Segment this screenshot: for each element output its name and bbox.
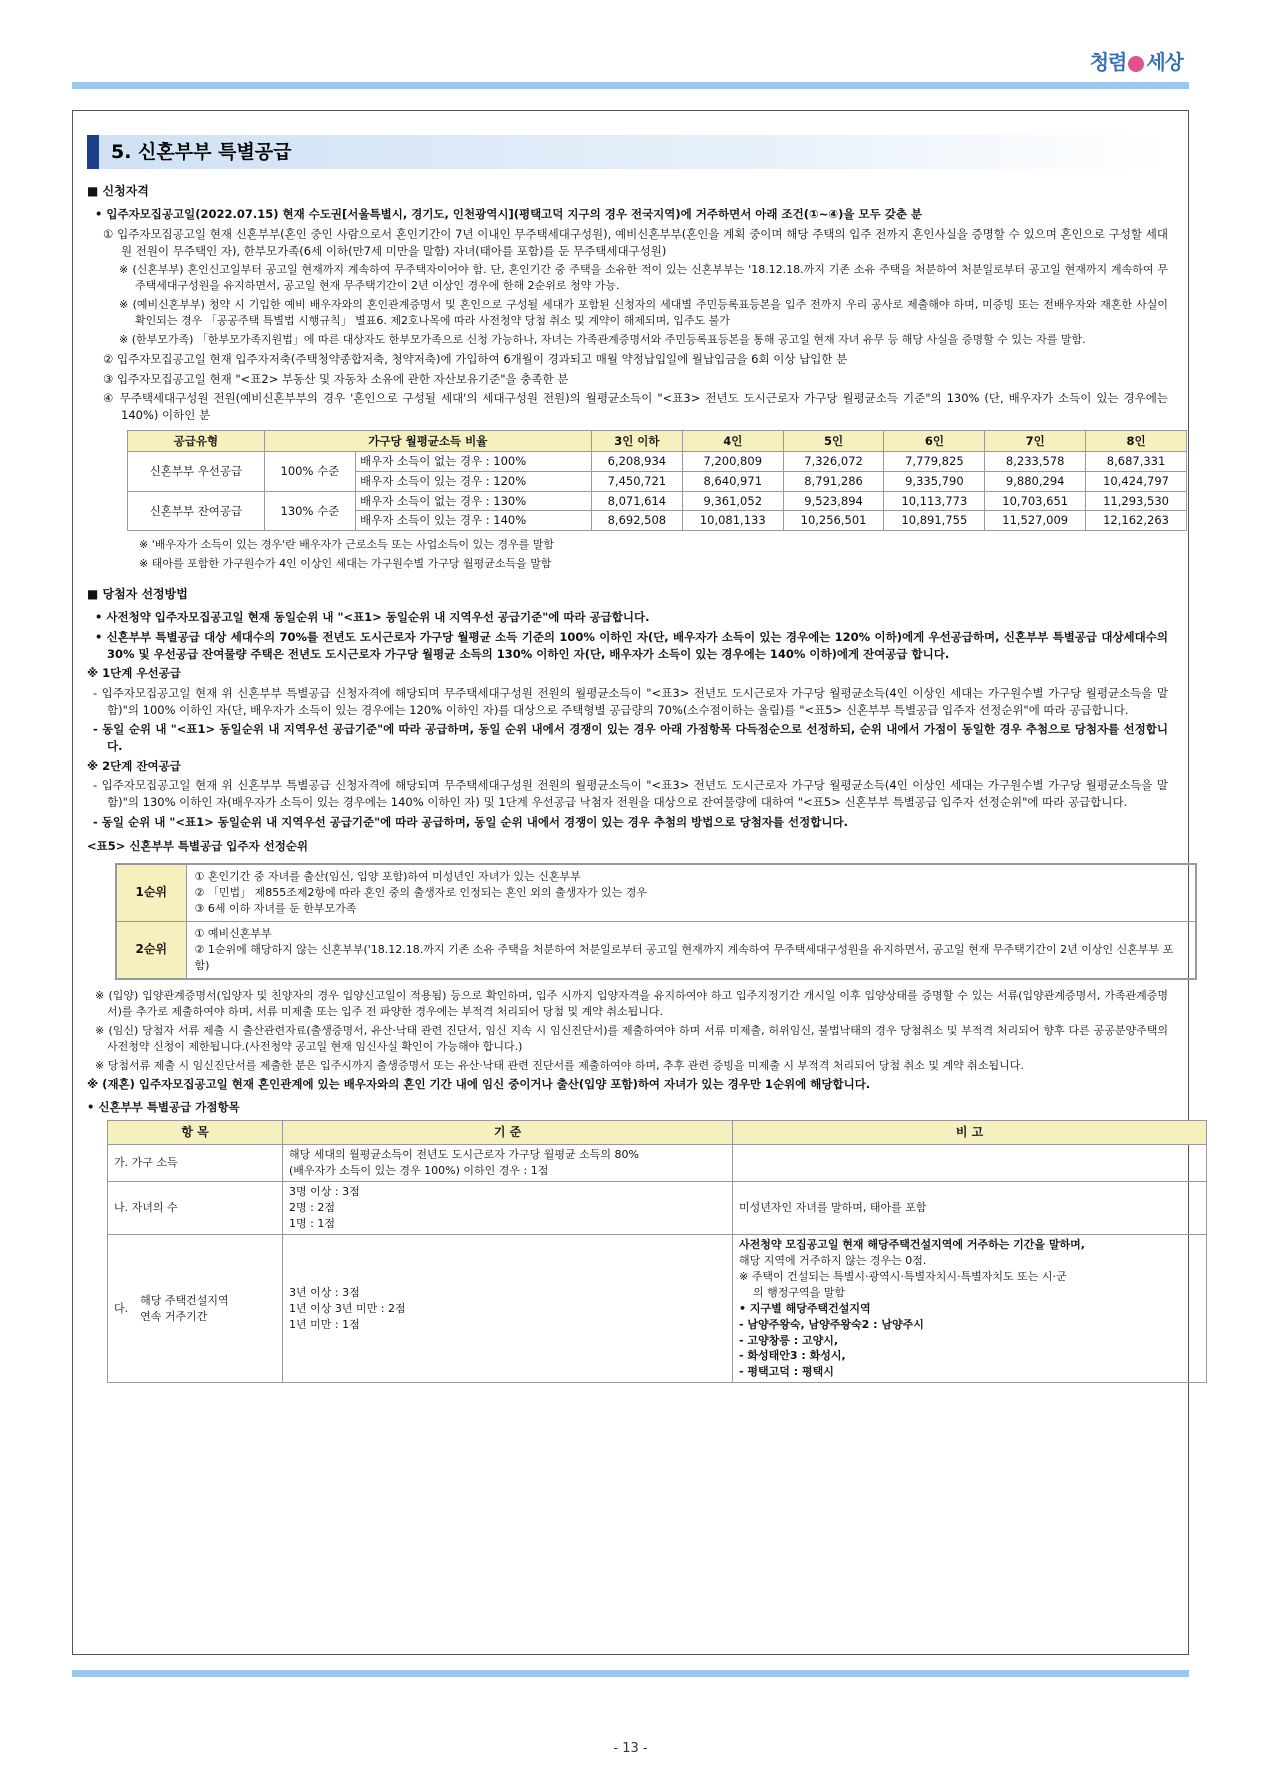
table-row: 나. 자녀의 수 3명 이상 : 3점 2명 : 2점 1명 : 1점 미성년자인 자녀를 말하며, 태아를 포함 [108, 1182, 1207, 1235]
stage-1-title: ※ 1단계 우선공급 [87, 666, 181, 681]
page-number: - 13 - [613, 1741, 648, 1756]
table-row: 2순위 ① 예비신혼부부 ② 1순위에 해당하지 않는 신혼부부('18.12.18.까지 기존 소유 주택을 처분하여 처분일로부터 공고일 현재까지 계속하여 무주택세대구성원을 유지하면서, 공고일 현재 무주택기간이 2년 이상인 신혼부부 포함) [116, 921, 1196, 978]
rank-table [115, 863, 1197, 980]
table-row: 배우자 소득이 있는 경우 : 120% 7,450,721 8,640,971 8,791,286 9,335,790 9,880,294 10,424,797 [128, 472, 1187, 492]
table-row: 가. 가구 소득 해당 세대의 월평균소득이 전년도 도시근로자 가구당 월평균 소득의 80% (배우자가 소득이 있는 경우 100%) 이하인 경우 : 1점 [108, 1145, 1207, 1182]
title-marker [87, 135, 99, 169]
note-remarriage: ※ (재혼) 입주자모집공고일 현재 혼인관계에 있는 배우자와의 혼인 기간 내에 임신 중이거나 출산(입양 포함)하여 자녀가 있는 경우만 1순위에 해당합니다. [87, 1077, 871, 1092]
income-note-1: ※ '배우자가 소득이 있는 경우'란 배우자가 근로소득 또는 사업소득이 있는 경우를 말함 [139, 538, 555, 552]
selection-bullet-2: • 신혼부부 특별공급 대상 세대수의 70%를 전년도 도시근로자 가구당 월평균 소득 기준의 100% 이하인 자(단, 배우자가 소득이 있는 경우에는 120% 이하)에게 우선공급하며, 신혼부부 특별공급 대상세대수의 30% 및 우선공급 잔여물량 주택은 전년도 도시근로자 가구당 월평균 소득의 130% 이하인 자(단, 배우자가 소득이 있는 경우에는 140% 이하)에게 잔여공급 합니다. [95, 630, 1168, 661]
condition-1-note-1: ※ (신혼부부) 혼인신고일부터 공고일 현재까지 계속하여 무주택자이어야 함. 단, 혼인기간 중 주택을 소유한 적이 있는 신혼부부는 '18.12.18.까지 기존 소유 주택을 처분하여 처분일로부터 공고일 현재까지 계속하여 무주택세대구성원을 유지하면서, 공고일 현재 무주택기간이 2년 이상인 경우에 한해 2순위로 청약 가능. [119, 263, 1168, 293]
stage-2-desc-2: - 동일 순위 내 "<표1> 동일순위 내 지역우선 공급기준"에 따라 공급하며, 동일 순위 내에서 경쟁이 있는 경우 추첨의 방법으로 당첨자를 선정합니다. [93, 814, 848, 829]
stage-2-desc-1: - 입주자모집공고일 현재 위 신혼부부 특별공급 신청자격에 해당되며 무주택세대구성원 전원의 월평균소득이 "<표3> 전년도 도시근로자 가구당 월평균소득(4인 이상인 세대는 가구원수별 가구당 월평균소득을 말함)"의 130% 이하인 자(배우자가 소득이 있는 경우에는 140% 이하인 자) 및 1단계 우선공급 낙첨자 전원을 대상으로 잔여물량에 대하여 "<표5> 신혼부부 특별공급 입주자 선정순위"에 따라 공급합니다. [93, 778, 1168, 810]
stage-1-desc-1: - 입주자모집공고일 현재 위 신혼부부 특별공급 신청자격에 해당되며 무주택세대구성원 전원의 월평균소득이 "<표3> 전년도 도시근로자 가구당 월평균소득(4인 이상인 세대는 가구원수별 가구당 월평균소득을 말함)"의 100% 이하인 자(단, 배우자가 소득이 있는 경우에는 120% 이하인 자)를 대상으로 주택형별 공급량의 70%(소수점이하는 올림)를 "<표5> 신혼부부 특별공급 입주자 선정순위"에 따라 공급합니다. [93, 686, 1168, 717]
selection-bullet-1: • 사전청약 입주자모집공고일 현재 동일순위 내 "<표1> 동일순위 내 지역우선 공급기준"에 따라 공급합니다. [95, 610, 650, 625]
condition-4: ④ 무주택세대구성원 전원(예비신혼부부의 경우 '혼인으로 구성될 세대'의 세대구성원 전원)의 월평균소득이 "<표3> 전년도 도시근로자 가구당 월평균소득 기준"의 130% (단, 배우자가 소득이 있는 경우에는 140%) 이하인 분 [103, 391, 1168, 423]
condition-3: ③ 입주자모집공고일 현재 "<표2> 부동산 및 자동차 소유에 관한 자산보유기준"을 충족한 분 [103, 371, 569, 386]
content-frame [72, 110, 1189, 1655]
note-pregnancy: ※ (임신) 당첨자 서류 제출 시 출산관련자료(출생증명서, 유산·낙태 관련 진단서, 임신 지속 시 임신진단서)를 제출하여야 하며 서류 미제출, 허위임신, 불법낙태의 경우 당첨취소 및 부적격 처리되어 향후 다른 공공분양주택의 사전청약 신청이 제한됩니다.(사전청약 공고일 현재 임신사실 확인이 가능해야 합니다.) [95, 1023, 1168, 1053]
top-bar [72, 82, 1189, 89]
table-row: 1순위 ① 혼인기간 중 자녀를 출산(임신, 입양 포함)하여 미성년인 자녀가 있는 신혼부부 ② 「민법」 제855조제2항에 따라 혼인 중의 출생자로 인정되는 혼인 외의 출생자가 있는 경우 ③ 6세 이하 자녀를 둔 한부모가족 [116, 864, 1196, 921]
stage-2-title: ※ 2단계 잔여공급 [87, 758, 181, 773]
bottom-bar [72, 1670, 1189, 1677]
condition-2: ② 입주자모집공고일 현재 입주자저축(주택청약종합저축, 청약저축)에 가입하여 6개월이 경과되고 매월 약정납입일에 월납입금을 6회 이상 납입한 분 [103, 352, 848, 367]
qualification-intro: • 입주자모집공고일(2022.07.15) 현재 수도권[서울특별시, 경기도, 인천광역시](평택고덕 지구의 경우 전국지역)에 거주하면서 아래 조건(①~④)을 모두 갖춘 분 [95, 207, 923, 222]
table-row: 신혼부부 잔여공급 130% 수준 배우자 소득이 없는 경우 : 130% 8,071,614 9,361,052 9,523,894 10,113,773 10,703,651 11,293,530 [128, 491, 1187, 511]
points-table-caption: • 신혼부부 특별공급 가점항목 [87, 1100, 240, 1115]
qualification-heading: ■ 신청자격 [87, 184, 149, 198]
income-table: 공급유형 가구당 월평균소득 비율 3인 이하 4인 5인 6인 7인 8인 신혼부부 우선공급 100% 수준 배우자 소득이 없는 경우 : 100% 6,208,934 7,200,809 7,326,072 7,779,825 8,233,578 8,687,331 배우자 소득이 있는 경우 : 120% 7,450,721 8,640,971 8,791,286 9,335,790 9,880,294 10,424,797 신혼부부 잔여공급 130% 수준 배우자 소득이 없는 경우 : 130% 8,071,614 9,361,052 9,523,894 10,113,773 10,703,651 11,293,530 배우자 소득이 있는 경우 : 140% 8,692,508 10,081,133 10,256,501 10,891,755 11,527,009 12,162,263 [127, 430, 1187, 531]
condition-1: ① 입주자모집공고일 현재 신혼부부(혼인 중인 사람으로서 혼인기간이 7년 이내인 무주택세대구성원), 예비신혼부부(혼인을 계획 중이며 해당 주택의 입주 전까지 혼인사실을 증명할 수 있으며 혼인으로 구성할 세대원 전원이 무주택인 자), 한부모가족(6세 이하(만7세 미만을 말함) 자녀(태아를 포함)를 둔 무주택세대구성원) [103, 227, 1168, 258]
section-title: 5. 신혼부부 특별공급 [87, 135, 1168, 169]
table-row: 다. 해당 주택건설지역 연속 거주기간 3년 이상 : 3점 1년 이상 3년 미만 : 2점 1년 미만 : 1점 사전청약 모집공고일 현재 해당주택건설지역에 거주하는 기간을 말하며, 해당 지역에 거주하지 않는 경우는 0점. ※ 주택이 건설되는 특별시·광역시·특별자치시·특별자치도 또는 시·군 의 행정구역을 말함 • 지구별 해당주택건설지역 - 남양주왕숙, 남양주왕숙2 : 남양주시 - 고양창릉 : 고양시, - 화성태안3 : 화성시, - 평택고덕 : 평택시 [108, 1234, 1207, 1382]
income-note-2: ※ 태아를 포함한 가구원수가 4인 이상인 세대는 가구원수별 가구당 월평균소득을 말함 [139, 557, 552, 571]
rank-table-caption: <표5> 신혼부부 특별공급 입주자 선정순위 [87, 839, 309, 854]
table-row: 신혼부부 우선공급 100% 수준 배우자 소득이 없는 경우 : 100% 6,208,934 7,200,809 7,326,072 7,779,825 8,233,578 8,687,331 [128, 452, 1187, 472]
points-table: 항 목 기 준 비 고 가. 가구 소득 해당 세대의 월평균소득이 전년도 도시근로자 가구당 월평균 소득의 80% (배우자가 소득이 있는 경우 100%) 이하인 경우 : 1점 나. 자녀의 수 3명 이상 : 3점 2명 : 2점 1명 : 1점 미성년자인 자녀를 말하며, 태아를 포함 다. 해당 주택건설지역 연속 거주기간 3년 이상 : 3점 1년 이상 3년 미만 : 2점 1년 미만 : 1점 사전청약 모집공고일 현재 해당주택건설지역에 거주하는 기간을 말하며, 해당 지역에 거주하지 않는 경우는 0점. ※ 주택이 건설되는 특별시·광역시·특별자치시·특별자치도 또는 시·군 의 행정구역을 말함 • 지구별 해당주택건설지역 - 남양주왕숙, 남양주왕숙2 : 남양주시 - 고양창릉 : 고양시, - 화성태안3 : 화성시, - 평택고덕 : 평택시 [107, 1120, 1207, 1384]
note-adoption: ※ (입양) 입양관계증명서(입양자 및 친양자의 경우 입양신고일이 적용됨) 등으로 확인하며, 입주 시까지 입양자격을 유지하여야 하고 입주지정기간 개시일 이후 입양상태를 증명할 수 있는 서류(입양관계증명서, 가족관계증명서)를 추가로 제출하여야 하며, 서류 미제출 또는 입주 전 파양한 경우에는 부적격 처리되어 당첨 및 계약 취소됩니다. [95, 988, 1168, 1018]
logo: 청렴 세상 [1089, 50, 1183, 74]
logo-dot-icon [1128, 56, 1144, 72]
table-row: 배우자 소득이 있는 경우 : 140% 8,692,508 10,081,133 10,256,501 10,891,755 11,527,009 12,162,263 [128, 511, 1187, 531]
selection-heading: ■ 당첨자 선정방법 [87, 587, 188, 602]
condition-1-note-3: ※ (한부모가족) 「한부모가족지원법」에 따른 대상자도 한부모가족으로 신청 가능하나, 자녀는 가족관계증명서와 주민등록표등본을 통해 공고일 현재 자녀 유무 등 해당 사실을 증명할 수 있는 자를 말함. [119, 333, 1086, 347]
note-documents: ※ 당첨서류 제출 시 임신진단서를 제출한 분은 입주시까지 출생증명서 또는 유산·낙태 관련 진단서를 제출하여야 하며, 추후 관련 증빙을 미제출 시 부적격 처리되어 당첨 취소 및 계약 취소됩니다. [95, 1058, 1024, 1072]
condition-1-note-2: ※ (예비신혼부부) 청약 시 기입한 예비 배우자와의 혼인관계증명서 및 혼인으로 구성될 세대가 포함된 신청자의 세대별 주민등록표등본을 입주 전까지 우리 공사로 제출해야 하며, 미증빙 또는 전배우자와 재혼한 사실이 확인되는 경우 「공공주택 특별법 시행규칙」 별표6. 제2호나목에 따라 사전청약 당첨 취소 및 계약이 해제되며, 입주도 불가 [119, 298, 1168, 328]
stage-1-desc-2: - 동일 순위 내 "<표1> 동일순위 내 지역우선 공급기준"에 따라 공급하며, 동일 순위 내에서 경쟁이 있는 경우 아래 가점항목 다득점순으로 선정하되, 순위 내에서 가점이 동일한 경우 추첨으로 당첨자를 선정합니다. [93, 722, 1168, 754]
